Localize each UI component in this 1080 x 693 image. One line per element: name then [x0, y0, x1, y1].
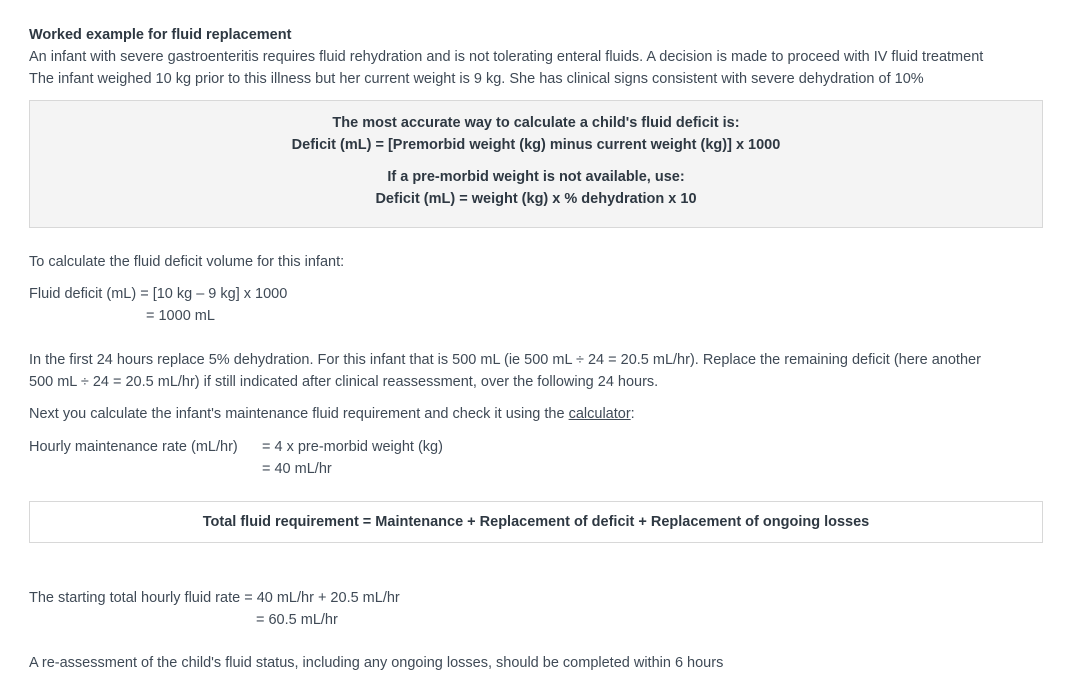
- starting-rate-line-2: = 60.5 mL/hr: [256, 612, 338, 628]
- deficit-formula-box: [29, 100, 1043, 228]
- next-step-paragraph: [29, 403, 635, 425]
- intro-line-1: An infant with severe gastroenteritis requires fluid rehydration and is not tolerating enteral fluids. A decision is made to proceed with IV fluid treatment: [29, 49, 984, 65]
- total-requirement-box: Total fluid requirement = Maintenance + Replacement of deficit + Replacement of ongoing losses: [29, 501, 1043, 543]
- replacement-line-1: In the first 24 hours replace 5% dehydration. For this infant that is 500 mL (ie 500 mL ÷ 24 = 20.5 mL/hr). Replace the remaining deficit (here another: [29, 352, 981, 368]
- intro-line-2: The infant weighed 10 kg prior to this illness but her current weight is 9 kg. She has clinical signs consistent with severe dehydration of 10%: [29, 71, 924, 87]
- deficit-formula-weight: Deficit (mL) = weight (kg) x % dehydration x 10: [375, 191, 697, 207]
- reassessment-note: A re-assessment of the child's fluid status, including any ongoing losses, should be completed within 6 hours: [29, 655, 724, 671]
- fluid-deficit-line-1: Fluid deficit (mL) = [10 kg – 9 kg] x 1000: [29, 286, 288, 302]
- starting-rate-line-1: The starting total hourly fluid rate = 40 mL/hr + 20.5 mL/hr: [29, 590, 400, 606]
- section-title: Worked example for fluid replacement: [29, 27, 292, 43]
- deficit-box-subheading: If a pre-morbid weight is not available, use:: [387, 169, 685, 185]
- deficit-box-heading: The most accurate way to calculate a child's fluid deficit is:: [332, 115, 740, 131]
- next-step-colon: :: [630, 406, 635, 422]
- next-step-text: Next you calculate the infant's maintenance fluid requirement and check it using the: [29, 406, 569, 422]
- maintenance-label: Hourly maintenance rate (mL/hr): [29, 439, 238, 455]
- fluid-deficit-line-2: = 1000 mL: [146, 308, 215, 324]
- maintenance-formula: = 4 x pre-morbid weight (kg): [262, 439, 443, 455]
- deficit-formula-premorbid: Deficit (mL) = [Premorbid weight (kg) minus current weight (kg)] x 1000: [291, 137, 781, 153]
- maintenance-result: = 40 mL/hr: [262, 461, 332, 477]
- maintenance-line-1: [29, 436, 443, 458]
- calculator-link[interactable]: calculator: [568, 406, 631, 422]
- calc-intro: To calculate the fluid deficit volume for this infant:: [29, 254, 345, 270]
- replacement-line-2: 500 mL ÷ 24 = 20.5 mL/hr) if still indicated after clinical reassessment, over the following 24 hours.: [29, 374, 659, 390]
